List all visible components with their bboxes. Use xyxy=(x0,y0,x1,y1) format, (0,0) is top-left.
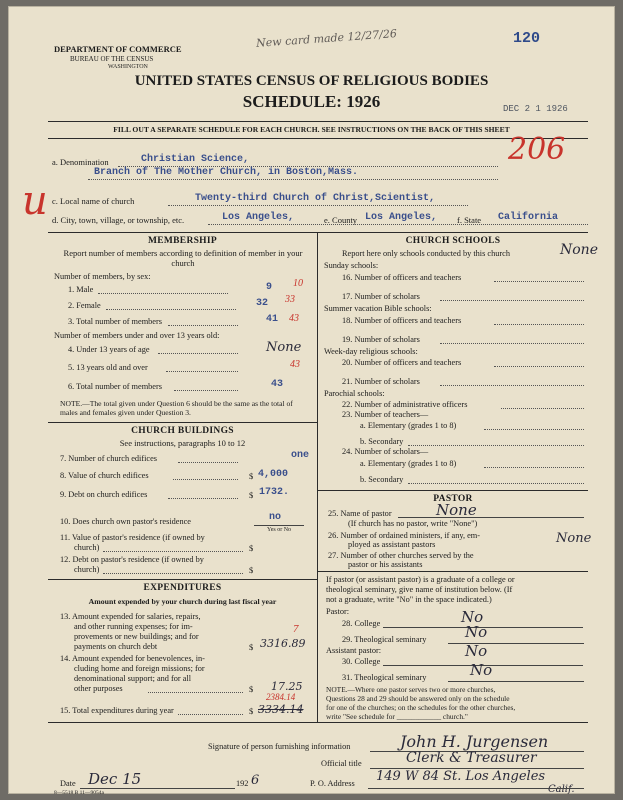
q3-label: 3. Total number of members xyxy=(68,317,162,326)
pastor-note-3: for one of the churches; on the schedules for the other churches, xyxy=(326,703,516,712)
q13-dollar: $ xyxy=(249,642,254,652)
q15-label: 15. Total expenditures during year xyxy=(60,706,174,715)
county-label: e. County xyxy=(324,215,358,225)
q5-value: 43 xyxy=(290,359,300,370)
red-handwritten-number: 206 xyxy=(508,132,566,167)
q9-dollar: $ xyxy=(249,490,254,500)
q5-label: 5. 13 years old and over xyxy=(68,363,148,372)
q31-label: 31. Theological seminary xyxy=(342,673,427,682)
year-value: 6 xyxy=(251,773,260,788)
expenditures-heading: EXPENDITURES xyxy=(143,583,222,593)
city-value: Los Angeles, xyxy=(222,212,295,223)
q13-label-4: payments on church debt xyxy=(74,642,158,651)
local-name-value: Twenty-third Church of Christ,Scientist, xyxy=(195,193,436,204)
q25-value: None xyxy=(436,501,477,519)
q9-value: 1732. xyxy=(259,487,290,498)
state-value: California xyxy=(498,212,559,223)
schools-none: None xyxy=(560,242,598,258)
q7-label: 7. Number of church edifices xyxy=(60,454,157,463)
graduate-note-3: not a graduate, write "No" in the space indicated.) xyxy=(326,595,492,604)
red-mark-u: u xyxy=(22,178,48,224)
pastor-note-4: write "See schedule for ____________ church." xyxy=(326,712,468,721)
q8-dollar: $ xyxy=(249,471,254,481)
q12-label-2: church) xyxy=(74,565,100,574)
q28-label: 28. College xyxy=(342,619,381,628)
signature-label: Signature of person furnishing information xyxy=(208,742,351,751)
q23b-label: b. Secondary xyxy=(360,437,404,446)
q24b-label: b. Secondary xyxy=(360,475,404,484)
graduate-note-1: If pastor (or assistant pastor) is a graduate of a college or xyxy=(326,575,515,584)
department-label: DEPARTMENT OF COMMERCE xyxy=(54,44,182,54)
graduate-note-2: theological seminary, give name of institution below. (If xyxy=(326,585,513,594)
q13-red-correction: 7 xyxy=(293,623,299,635)
q6-label: 6. Total number of members xyxy=(68,382,162,391)
q6-value: 43 xyxy=(271,379,284,390)
address-value: 149 W 84 St. Los Angeles xyxy=(376,769,546,784)
q15-value: 3334.14 xyxy=(258,703,304,716)
q29-label: 29. Theological seminary xyxy=(342,635,427,644)
q13-label-3: provements or new buildings; and for xyxy=(74,632,199,641)
q21-label: 21. Number of scholars xyxy=(342,377,420,386)
q3-red-correction: 43 xyxy=(289,313,299,324)
schedule-number: 120 xyxy=(513,30,541,47)
q13-value: 3316.89 xyxy=(260,637,306,650)
q4-value: None xyxy=(266,340,302,355)
q1-red-correction: 10 xyxy=(293,278,303,289)
q25-label: 25. Name of pastor xyxy=(328,509,392,518)
membership-note: NOTE.—The total given under Question 6 should be the same as the total of males and females given under Question 3. xyxy=(60,399,293,417)
q18-label: 18. Number of officers and teachers xyxy=(342,316,462,325)
membership-heading: MEMBERSHIP xyxy=(148,236,217,246)
q7-value: one xyxy=(291,450,310,461)
buildings-intro: See instructions, paragraphs 10 to 12 xyxy=(119,438,246,448)
q14-label-3: denominational support; and for all xyxy=(74,674,192,683)
vacation-schools-label: Summer vacation Bible schools: xyxy=(324,304,432,313)
q27-label: 27. Number of other churches served by the xyxy=(328,551,474,560)
buildings-heading: CHURCH BUILDINGS xyxy=(131,426,234,436)
bureau-label: BUREAU OF THE CENSUS xyxy=(70,55,154,63)
date-label: Date xyxy=(60,779,76,788)
local-name-label: c. Local name of church xyxy=(52,196,135,206)
q14-label: 14. Amount expended for benevolences, in- xyxy=(60,654,205,663)
instruction-banner: FILL OUT A SEPARATE SCHEDULE FOR EACH CHURCH. SEE INSTRUCTIONS ON THE BACK OF THIS SHEET xyxy=(113,125,510,134)
q16-label: 16. Number of officers and teachers xyxy=(342,273,462,282)
q23-label: 23. Number of teachers— xyxy=(342,410,429,419)
weekday-schools-label: Week-day religious schools: xyxy=(324,347,418,356)
county-value: Los Angeles, xyxy=(365,212,438,223)
q10-value: no xyxy=(269,512,282,523)
handwritten-top-note: New card made 12/27/26 xyxy=(255,27,398,50)
q1-label: 1. Male xyxy=(68,285,94,294)
q26-value: None xyxy=(556,531,592,546)
schools-intro: Report here only schools conducted by this church xyxy=(342,249,510,258)
address-label: P. O. Address xyxy=(310,779,355,788)
q30-value: No xyxy=(465,642,488,660)
q26-label-2: ployed as assistant pastors xyxy=(348,540,436,549)
q15-red-correction: 2384.14 xyxy=(266,692,296,702)
date-value: Dec 15 xyxy=(88,770,142,788)
members-by-sex-label: Number of members, by sex: xyxy=(54,272,151,281)
q10-label: 10. Does church own pastor's residence xyxy=(60,517,191,526)
q2-red-correction: 33 xyxy=(285,294,295,305)
sunday-schools-label: Sunday schools: xyxy=(324,261,379,270)
q2-value: 32 xyxy=(256,298,269,309)
q3-value: 41 xyxy=(266,314,279,325)
q28-value: No xyxy=(461,608,484,626)
q8-value: 4,000 xyxy=(258,469,289,480)
denomination-value: Christian Science, xyxy=(141,154,250,165)
official-title-value: Clerk & Treasurer xyxy=(406,750,537,766)
q25-note: (If church has no pastor, write "None") xyxy=(348,519,478,528)
q11-label: 11. Value of pastor's residence (if owned by xyxy=(60,533,205,542)
q30-label: 30. College xyxy=(342,657,381,666)
q17-label: 17. Number of scholars xyxy=(342,292,420,301)
q13-label-2: and other running expenses; for im- xyxy=(74,622,193,631)
form-code: 8—5518 B 11—9054a xyxy=(54,790,104,796)
form-subtitle: SCHEDULE: 1926 xyxy=(242,92,381,111)
q12-label: 12. Debt on pastor's residence (if owned by xyxy=(60,555,204,564)
q29-value: No xyxy=(465,623,488,641)
pastor-note-2: Questions 28 and 29 should be answered only on the schedule xyxy=(326,694,510,703)
q24a-label: a. Elementary (grades 1 to 8) xyxy=(360,459,457,468)
pastor-sub-label: Pastor: xyxy=(326,607,350,616)
q27-label-2: pastor or his assistants xyxy=(348,560,423,569)
address-value-2: Calif. xyxy=(548,784,575,795)
asst-pastor-sub-label: Assistant pastor: xyxy=(326,646,382,655)
pastor-note-1: NOTE.—Where one pastor serves two or more churches, xyxy=(326,685,496,694)
q14-value: 17.25 xyxy=(271,680,303,693)
q23a-label: a. Elementary (grades 1 to 8) xyxy=(360,421,457,430)
form-title: UNITED STATES CENSUS OF RELIGIOUS BODIES xyxy=(134,73,489,89)
q15-dollar: $ xyxy=(249,706,254,716)
year-label: 192 xyxy=(236,779,249,788)
q26-label: 26. Number of ordained ministers, if any, em- xyxy=(328,531,480,540)
received-date-stamp: DEC 2 1 1926 xyxy=(503,104,568,114)
q4-label: 4. Under 13 years of age xyxy=(68,345,150,354)
city-label: d. City, town, village, or township, etc. xyxy=(52,215,185,225)
pastor-heading: PASTOR xyxy=(433,494,473,504)
q14-label-4: other purposes xyxy=(74,684,123,693)
yes-no-hint: Yes or No xyxy=(267,527,292,533)
official-title-label: Official title xyxy=(321,759,362,768)
q13-label: 13. Amount expended for salaries, repairs, xyxy=(60,612,201,621)
signature-value: John H. Jurgensen xyxy=(400,732,549,751)
q11-dollar: $ xyxy=(249,543,254,553)
q8-label: 8. Value of church edifices xyxy=(60,471,149,480)
expenditures-intro: Amount expended by your church during last fiscal year xyxy=(88,597,277,606)
membership-intro: Report number of members according to definition of member in your church xyxy=(63,248,303,268)
q31-value: No xyxy=(470,661,493,679)
q1-value: 9 xyxy=(266,282,273,293)
schools-heading: CHURCH SCHOOLS xyxy=(405,236,501,246)
census-schedule-page xyxy=(8,6,615,794)
q20-label: 20. Number of officers and teachers xyxy=(342,358,462,367)
q24-label: 24. Number of scholars— xyxy=(342,447,429,456)
denomination-label: a. Denomination xyxy=(52,157,109,167)
age-heading: Number of members under and over 13 years old: xyxy=(54,331,220,340)
q22-label: 22. Number of administrative officers xyxy=(342,400,468,409)
q14-dollar: $ xyxy=(249,684,254,694)
parochial-schools-label: Parochial schools: xyxy=(324,389,385,398)
q2-label: 2. Female xyxy=(68,301,101,310)
q9-label: 9. Debt on church edifices xyxy=(60,490,148,499)
q14-label-2: cluding home and foreign missions; for xyxy=(74,664,205,673)
city-label: WASHINGTON xyxy=(108,64,148,70)
q11-label-2: church) xyxy=(74,543,100,552)
q12-dollar: $ xyxy=(249,565,254,575)
denomination-value-line2: Branch of The Mother Church, in Boston,Mass. xyxy=(94,167,359,178)
q19-label: 19. Number of scholars xyxy=(342,335,420,344)
state-label: f. State xyxy=(457,215,482,225)
